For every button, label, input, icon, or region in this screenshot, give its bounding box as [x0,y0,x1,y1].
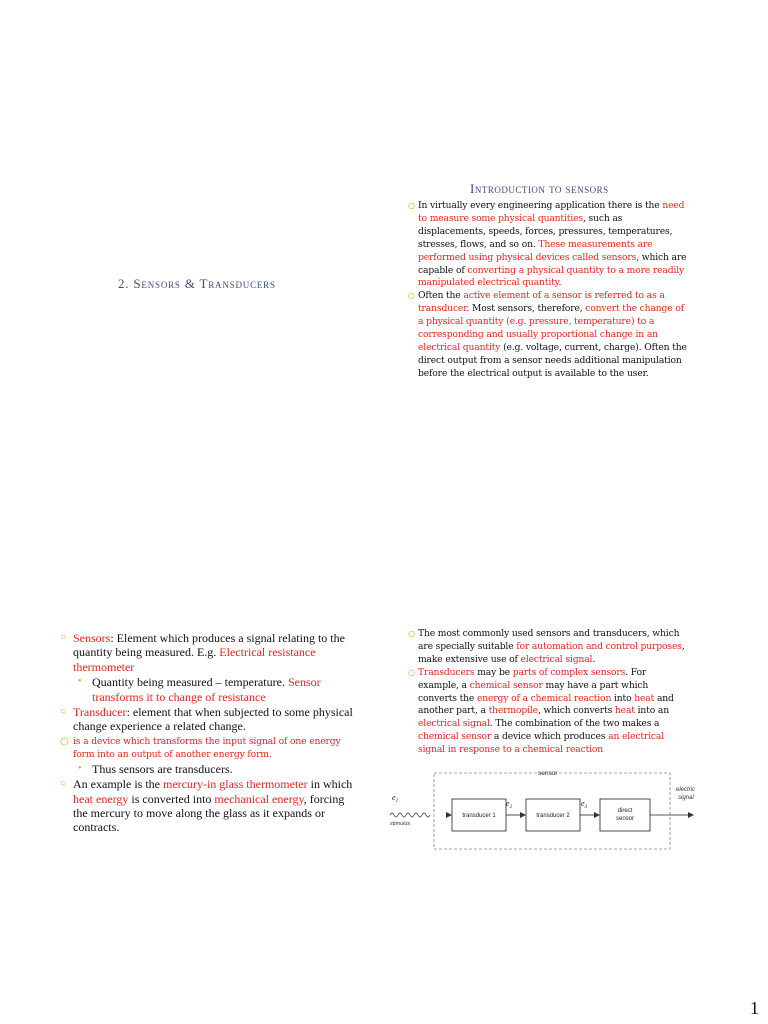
highlight-text: parts of complex sensors [512,666,626,678]
highlight-text: Sensor transforms it to change of resistance [92,675,321,704]
output-label-2: signal [678,795,694,801]
body-text: into an [634,705,669,717]
sensor-label: sensor [538,770,558,777]
body-text: : element that when subjected to some physical change experience a related change. [73,705,353,734]
body-text: is converted into [128,791,215,806]
highlight-text: electrical signal [520,653,593,665]
direct-sensor-label-2: sensor [615,816,635,822]
highlight-text: mechanical energy [214,791,304,806]
slide4-paragraph-2 [408,667,688,757]
e2-label: $e_2$ [506,799,513,810]
body-text: . [592,653,596,665]
body-text: , such as displacements, speeds, forces, pressures, temperatures, stresses, flows, and so on. [418,212,673,250]
stimulus-label: stimulus [390,821,411,827]
highlight-text: These measurements are performed using physical devices called sensors [418,238,653,263]
body-text: may have a part which converts the [418,679,649,704]
highlight-text: electrical signal [418,718,490,730]
body-text: (e.g. voltage, current, charge). Often the direct output from a sensor needs additional manipulation before the electrical output is available to the user. [418,341,687,379]
bullet-icon: ○ [408,291,415,301]
arrow-right-icon [688,812,694,818]
body-text: a device which produces [491,731,609,743]
highlight-text: heat [614,705,635,717]
sub-bullet-item [60,675,360,704]
transducer-1-label: transducer 1 [462,813,496,819]
highlight-text: Transducers [418,666,475,678]
highlight-text: need to measure some physical quantities [418,200,685,224]
body-text: The most commonly used sensors and transducers, which are specially suitable [418,628,680,652]
highlight-text: thermopile [488,705,538,717]
body-text: . Most sensors, therefore, [466,303,586,315]
bullet-icon: ○ [60,632,67,643]
stimulus-wave [390,813,430,817]
bullet-item [60,735,360,761]
arrow-right-icon [594,812,600,818]
slide1-title: 2. Sensors & Transducers [118,276,276,291]
e1-label: $e_1$ [392,793,399,804]
body-text: , which converts [537,705,615,717]
body-text: An example is the [73,777,163,792]
bullet-icon: • [78,762,82,774]
body-text: . For example, a [418,666,647,691]
bullet-item [60,705,360,734]
body-text: Often the [418,290,464,302]
e3-label: $e_3$ [581,799,588,810]
body-text: and another part, a [418,692,674,717]
bullet-item [60,631,360,674]
highlight-text: mercury-in glass thermometer [162,777,308,792]
arrow-right-icon [520,812,526,818]
highlight-text: is a device which transforms the input signal of one energy form into an output of another energy form. [73,735,341,760]
direct-sensor-box [600,799,650,831]
highlight-text: active element of a sensor is referred to as a transducer [418,290,665,315]
transducer-2-label: transducer 2 [536,813,570,819]
highlight-text: heat [634,692,655,704]
highlight-text: heat energy [73,791,129,806]
highlight-text: chemical sensor [469,679,543,691]
body-text: , which are capable of [418,251,687,276]
sub-bullet-item [60,762,360,776]
body-text: into [611,692,635,704]
sensor-block-diagram [388,766,706,856]
page-number: 1 [750,998,759,1018]
body-text: Thus sensors are transducers. [92,761,233,776]
bullet-icon: ○ [408,201,415,210]
body-text: . [558,277,562,289]
body-text: In virtually every engineering application there is the [418,200,663,211]
highlight-text: convert the change of a physical quantity (e.g. pressure, temperature) to a corresponding and usually proportional change in an electrical quantity [418,303,684,353]
slide4-paragraph-1 [408,628,688,667]
arrow-right-icon [446,812,452,818]
highlight-text: Sensors [73,631,111,645]
bullet-icon: ○ [60,735,69,747]
bullet-icon: ○ [408,629,415,638]
body-text: . The combination of the two makes a [489,718,660,730]
body-text: Quantity being measured – temperature. [92,675,288,690]
highlight-text: Electrical resistance thermometer [73,645,316,674]
slide2-body [408,200,688,381]
direct-sensor-label-1: direct [617,808,633,814]
bullet-icon: • [78,676,82,688]
body-text: , make extensive use of [418,640,685,665]
highlight-text: Transducer [73,705,127,720]
slide4-body [408,628,688,757]
output-label-1: electric [676,787,696,793]
highlight-text: an electrical signal in response to a chemical reaction [418,731,665,756]
slide2-paragraph-2 [408,290,688,380]
highlight-text: energy of a chemical reaction [476,692,612,704]
body-text: , forcing the mercury to move along the glass as it expands or contracts. [73,791,345,835]
body-text: may be [474,666,513,678]
slide2-title: Introduction to sensors [470,181,609,196]
highlight-text: chemical sensor [418,731,492,743]
bullet-icon: ○ [60,778,67,790]
body-text: in which [307,777,353,792]
slide2-paragraph-1 [408,200,688,290]
highlight-text: for automation and control purposes [516,640,682,652]
body-text: : Element which produces a signal relating to the quantity being measured. E.g. [73,631,345,660]
bullet-icon: ○ [60,706,67,718]
bullet-item [60,777,360,835]
highlight-text: converting a physical quantity to a more readily manipulated electrical quantity [418,264,685,289]
slide3-body [60,631,360,836]
bullet-icon: ○ [408,667,415,677]
